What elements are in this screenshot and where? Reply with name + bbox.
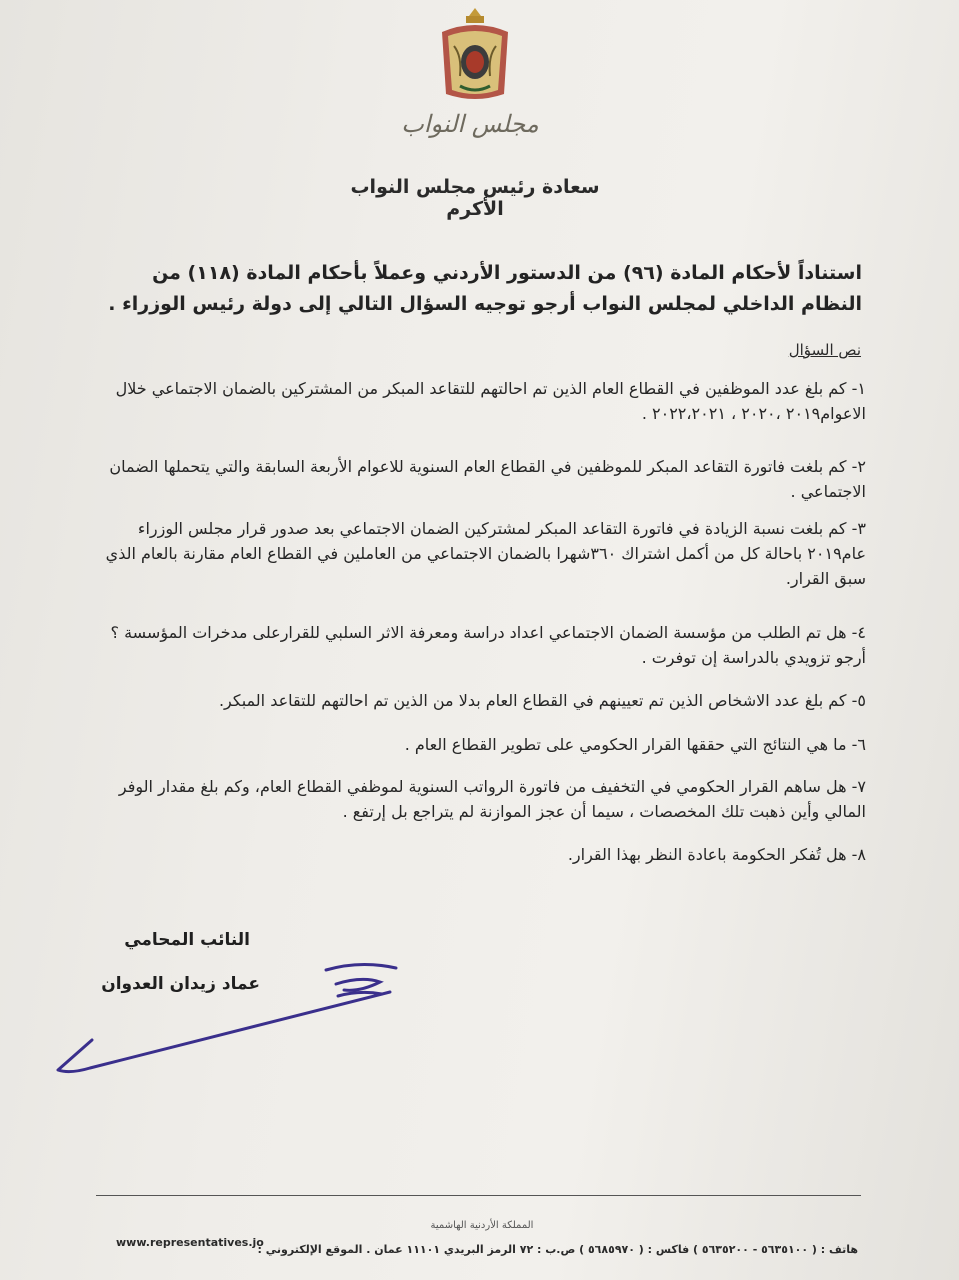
question-item: ١- كم بلغ عدد الموظفين في القطاع العام الذين تم احالتهم للتقاعد المبكر من المشتركين بالضمان الاجتماعي خلال الاعوام٢٠١٩ ،٢٠٢٠ ، ٢٠٢٢،٢٠٢١ . xyxy=(115,379,866,423)
footer-divider xyxy=(96,1195,861,1196)
question-item: ٧- هل ساهم القرار الحكومي في التخفيف من فاتورة الرواتب السنوية لموظفي القطاع العام، وكم بلغ مقدار الوفر المالي وأين ذهبت تلك المخصصات ، سيما أن عجز الموازنة لم يتراجع بل إرتفع . xyxy=(118,777,866,821)
jordan-coat-of-arms-icon xyxy=(432,6,518,104)
question-heading: نص السؤال xyxy=(788,341,861,359)
handwritten-signature xyxy=(0,940,959,1100)
question-item: ٢- كم بلغت فاتورة التقاعد المبكر للموظفين في القطاع العام السنوية للاعوام الأربعة السابقة والتي يتحملها الضمان الاجتماعي . xyxy=(109,457,866,501)
parliament-logo-text: مجلس النواب xyxy=(401,110,539,138)
question-item: ٣- كم بلغت نسبة الزيادة في فاتورة التقاعد المبكر لمشتركين الضمان الاجتماعي بعد صدور قرار مجلس الوزراء عام٢٠١٩ باحالة كل من أكمل اشتراك ٣٦٠شهرا بالضمان الاجتماعي من العاملين في القطاع العام مقارنة بالعام الذي سبق القرار. xyxy=(105,519,866,588)
footer-contact: هاتف : ( ٥٦٣٥١٠٠ - ٥٦٣٥٢٠٠ ) فاكس : ( ٥٦٨٥٩٧٠ ) ص.ب : ٧٢ الرمز البريدي ١١١٠١ عمان . الموقع الإلكتروني : xyxy=(257,1243,858,1256)
signatory-title: النائب المحامي xyxy=(124,930,250,950)
intro-paragraph: استناداً لأحكام المادة (٩٦) من الدستور الأردني وعملاً بأحكام المادة (١١٨) من النظام الداخلي لمجلس النواب أرجو توجيه السؤال التالي إلى دولة رئيس الوزراء . xyxy=(108,262,862,315)
question-item: ٥- كم بلغ عدد الاشخاص الذين تم تعيينهم في القطاع العام بدلا من الذين تم احالتهم للتقاعد المبكر. xyxy=(218,691,866,710)
question-item: ٦- ما هي النتائج التي حققها القرار الحكومي على تطوير القطاع العام . xyxy=(404,735,866,754)
signatory-name: عماد زيدان العدوان xyxy=(101,974,260,994)
footer-org-mark: المملكة الأردنية الهاشمية xyxy=(430,1220,534,1231)
question-item: ٨- هل تُفكر الحكومة باعادة النظر بهذا القرار. xyxy=(567,845,866,864)
question-item: ٤- هل تم الطلب من مؤسسة الضمان الاجتماعي اعداد دراسة ومعرفة الاثر السلبي للقرارعلى مدخرات المؤسسة ؟ أرجو تزويدي بالدراسة إن توفرت . xyxy=(110,623,866,667)
salutation: سعادة رئيس مجلس النواب الأكرم xyxy=(350,176,600,220)
footer-website: www.representatives.jo xyxy=(116,1236,264,1249)
